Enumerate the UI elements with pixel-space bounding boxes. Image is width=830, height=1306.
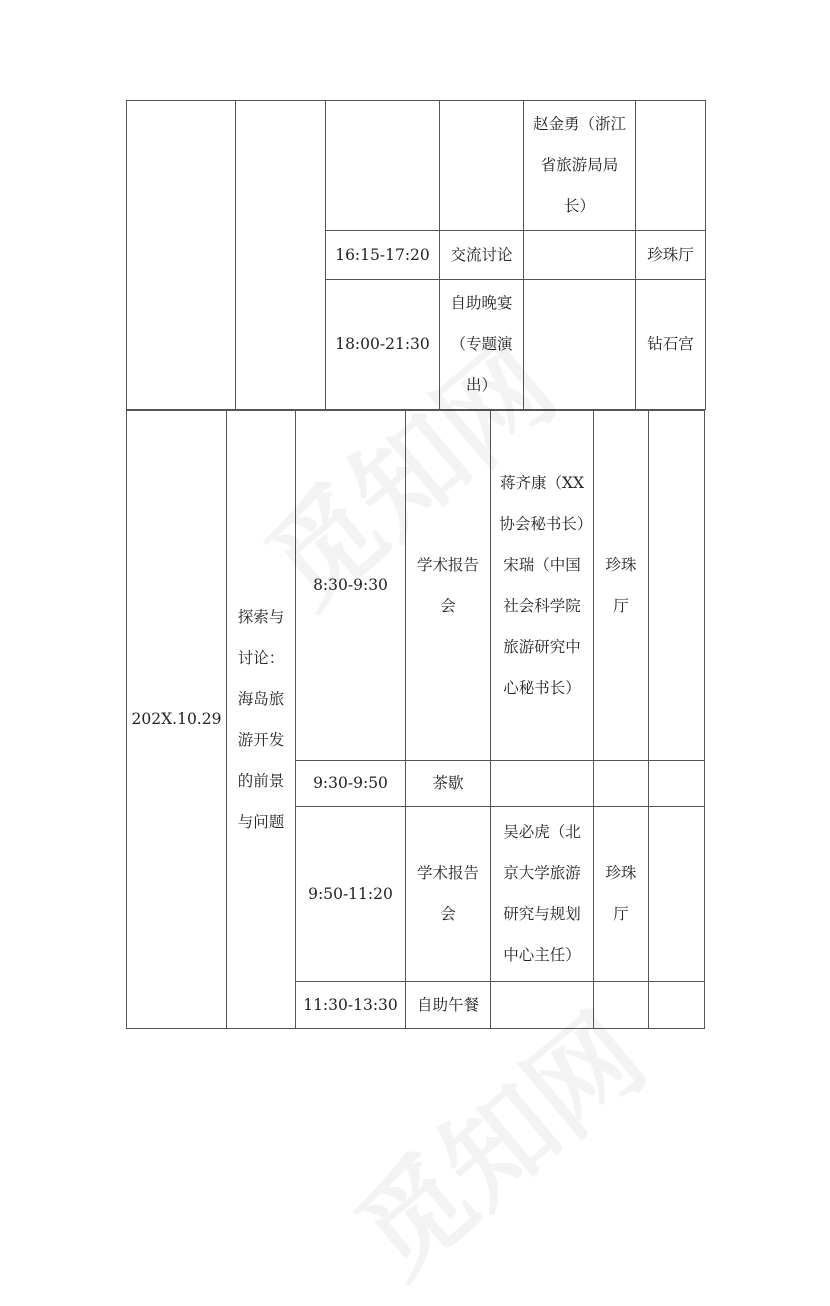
schedule-table-continued	[126, 100, 706, 410]
activity-cell: 自助午餐	[406, 982, 491, 1029]
speaker-cell	[491, 761, 594, 807]
venue-cell: 钻石宫	[636, 280, 706, 410]
time-cell: 9:50-11:20	[296, 807, 406, 982]
activity-cell: 交流讨论	[440, 231, 524, 280]
time-cell	[326, 101, 440, 231]
notes-cell	[649, 411, 705, 761]
activity-cell: 学术报告会	[406, 807, 491, 982]
activity-cell: 学术报告会	[406, 411, 491, 761]
table-row	[127, 101, 706, 231]
venue-cell	[636, 101, 706, 231]
time-cell: 9:30-9:50	[296, 761, 406, 807]
time-cell: 8:30-9:30	[296, 411, 406, 761]
time-cell: 18:00-21:30	[326, 280, 440, 410]
activity-cell: 茶歇	[406, 761, 491, 807]
venue-cell: 珍珠厅	[594, 411, 649, 761]
speaker-cell: 蒋齐康（XX 协会秘书长）宋瑞（中国社会科学院旅游研究中心秘书长）	[491, 411, 594, 761]
activity-cell: 自助晚宴（专题演出）	[440, 280, 524, 410]
venue-cell: 珍珠厅	[594, 807, 649, 982]
time-cell: 16:15-17:20	[326, 231, 440, 280]
speaker-cell	[524, 231, 636, 280]
table-row	[127, 411, 705, 761]
theme-cell: 探索与讨论：海岛旅游开发的前景与问题	[227, 411, 296, 1029]
theme-cell	[236, 101, 326, 410]
speaker-cell: 赵金勇（浙江省旅游局局长）	[524, 101, 636, 231]
speaker-cell	[524, 280, 636, 410]
venue-cell: 珍珠厅	[636, 231, 706, 280]
notes-cell	[649, 982, 705, 1029]
notes-cell	[649, 761, 705, 807]
speaker-cell: 吴必虎（北京大学旅游研究与规划中心主任）	[491, 807, 594, 982]
date-cell	[127, 101, 236, 410]
speaker-cell	[491, 982, 594, 1029]
activity-cell	[440, 101, 524, 231]
schedule-table-day	[126, 410, 705, 1029]
date-cell: 202X.10.29	[127, 411, 227, 1029]
venue-cell	[594, 761, 649, 807]
notes-cell	[649, 807, 705, 982]
venue-cell	[594, 982, 649, 1029]
time-cell: 11:30-13:30	[296, 982, 406, 1029]
